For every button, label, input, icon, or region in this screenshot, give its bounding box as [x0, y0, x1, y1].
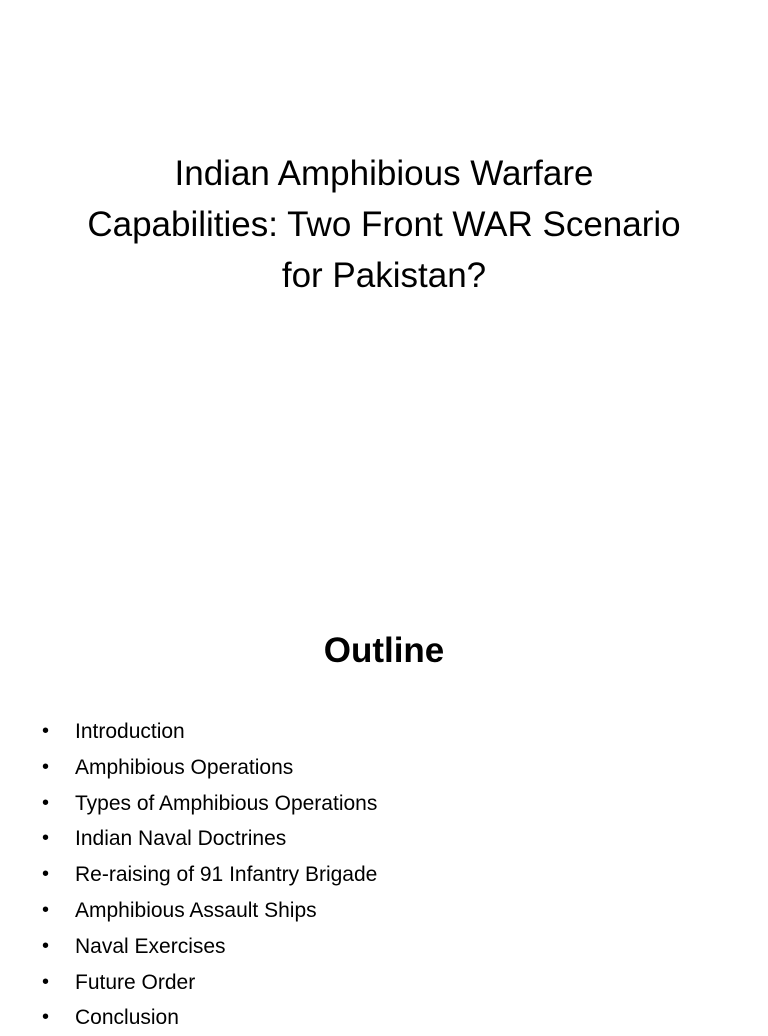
- slide-title: Indian Amphibious Warfare Capabilities: Two Front WAR Scenario for Pakistan?: [87, 154, 681, 295]
- list-item: [42, 857, 377, 893]
- list-item-text: Naval Exercises: [75, 934, 226, 958]
- outline-slide: [0, 576, 768, 1030]
- list-item-text: Introduction: [75, 720, 185, 743]
- bullet-icon: •: [42, 1006, 50, 1029]
- list-item: [42, 929, 377, 965]
- list-item-text: Conclusion: [75, 1006, 179, 1030]
- list-item-text: Re-raising of 91 Infantry Brigade: [75, 863, 378, 887]
- bullet-icon: •: [42, 863, 50, 886]
- list-item: [42, 786, 377, 822]
- list-item: [42, 893, 377, 929]
- list-item-text: Amphibious Operations: [75, 755, 294, 779]
- bullet-icon: •: [42, 755, 50, 778]
- list-item-text: Indian Naval Doctrines: [75, 827, 287, 851]
- bullet-icon: •: [42, 791, 50, 814]
- bullet-icon: •: [42, 898, 50, 921]
- list-item: [42, 750, 377, 786]
- bullet-icon: •: [42, 827, 50, 850]
- outline-list: [42, 714, 377, 1036]
- list-item-text: Types of Amphibious Operations: [75, 791, 378, 815]
- list-item: [42, 965, 377, 1001]
- outline-heading: Outline: [323, 631, 445, 670]
- list-item-text: Future Order: [75, 970, 196, 994]
- list-item: [42, 1000, 377, 1036]
- bullet-icon: •: [42, 720, 50, 742]
- list-item: [42, 714, 377, 750]
- list-item-text: Amphibious Assault Ships: [75, 898, 317, 922]
- list-item: [42, 821, 377, 857]
- bullet-icon: •: [42, 934, 50, 957]
- bullet-icon: •: [42, 970, 50, 993]
